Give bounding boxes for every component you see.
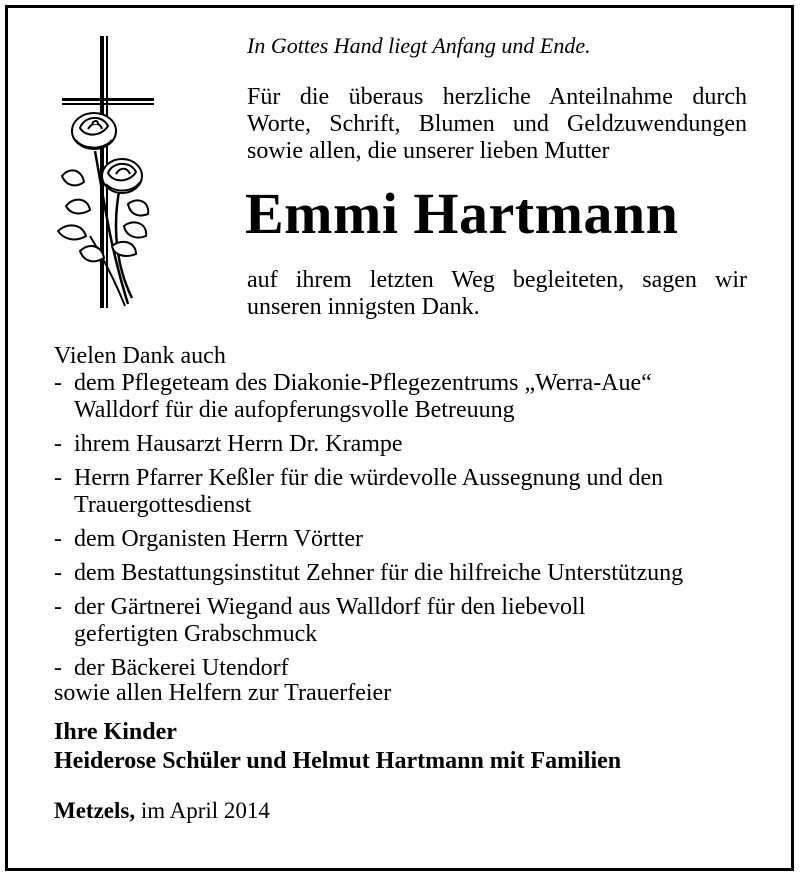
deceased-name: Emmi Hartmann bbox=[245, 181, 679, 246]
list-item-line: der Bäckerei Utendorf bbox=[74, 655, 289, 681]
place-date bbox=[54, 798, 270, 824]
list-item bbox=[54, 370, 754, 424]
list-item-line: gefertigten Grabschmuck bbox=[74, 621, 318, 647]
place-date-text: im April 2014 bbox=[135, 798, 270, 823]
list-item bbox=[54, 526, 754, 553]
outro-line: auf ihrem letzten Weg begleiteten, sagen wir bbox=[247, 267, 747, 293]
list-item-line: ihrem Hausarzt Herrn Dr. Krampe bbox=[74, 431, 403, 457]
list-item-line: dem Bestattungsinstitut Zehner für die hilfreiche Unterstützung bbox=[74, 560, 684, 586]
list-item-line: dem Pflegeteam des Diakonie-Pflegezentrums „Werra-Aue“ bbox=[74, 370, 652, 396]
list-item-line: Herrn Pfarrer Keßler für die würdevolle Aussegnung und den bbox=[74, 465, 664, 491]
list-item bbox=[54, 594, 754, 648]
list-dash: - bbox=[54, 655, 62, 681]
list-dash: - bbox=[54, 594, 62, 620]
list-dash: - bbox=[54, 465, 62, 491]
list-dash: - bbox=[54, 560, 62, 586]
list-item-line: Trauergottesdienst bbox=[74, 492, 252, 518]
list-item-line: Walldorf für die aufopferungsvolle Betreuung bbox=[74, 397, 515, 423]
intro-paragraph bbox=[247, 84, 747, 165]
cross-with-roses-icon bbox=[50, 36, 160, 316]
list-dash: - bbox=[54, 526, 62, 552]
list-dash: - bbox=[54, 431, 62, 457]
list-item-line: dem Organisten Herrn Vörtter bbox=[74, 526, 364, 552]
place-town: Metzels, bbox=[54, 798, 136, 823]
intro-line: sowie allen, die unserer lieben Mutter bbox=[247, 138, 610, 164]
signature-block bbox=[54, 718, 621, 776]
intro-line: Für die überaus herzliche Anteilnahme durch bbox=[247, 84, 747, 110]
outro-line: unseren innigsten Dank. bbox=[247, 294, 480, 320]
signature-line: Ihre Kinder bbox=[54, 719, 177, 745]
thanks-list bbox=[54, 370, 754, 682]
outro-paragraph bbox=[247, 267, 747, 321]
list-dash: - bbox=[54, 370, 62, 396]
list-item bbox=[54, 465, 754, 519]
thanks-closing: sowie allen Helfern zur Trauerfeier bbox=[54, 680, 392, 706]
list-item bbox=[54, 655, 754, 682]
thanks-section bbox=[54, 343, 754, 707]
list-item bbox=[54, 431, 754, 458]
thanks-intro: Vielen Dank auch bbox=[54, 343, 226, 369]
list-item bbox=[54, 560, 754, 587]
signature-line: Heiderose Schüler und Helmut Hartmann mit Familien bbox=[54, 748, 622, 774]
motto-line: In Gottes Hand liegt Anfang und Ende. bbox=[247, 33, 591, 58]
list-item-line: der Gärtnerei Wiegand aus Walldorf für den liebevoll bbox=[74, 594, 586, 620]
intro-line: Worte, Schrift, Blumen und Geldzuwendungen bbox=[247, 111, 747, 137]
